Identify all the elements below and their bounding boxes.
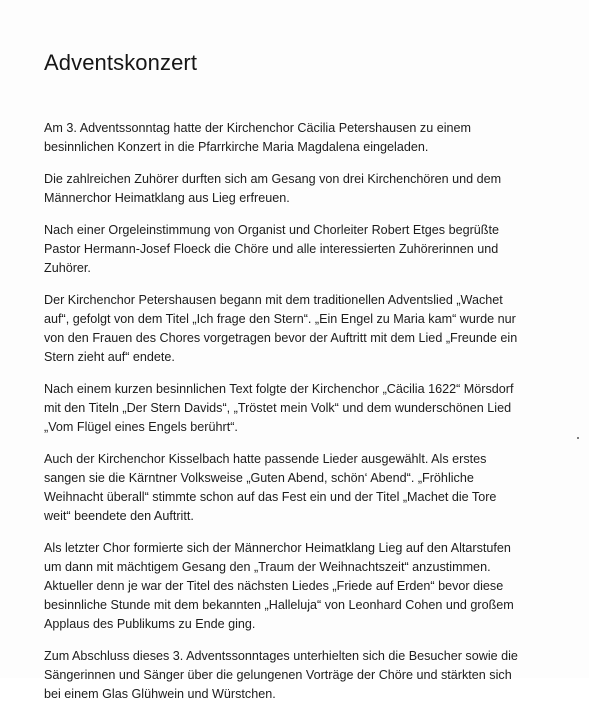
document-title: Adventskonzert [44,50,198,75]
scan-speck [577,437,579,439]
paragraph-8: Zum Abschluss dieses 3. Adventssonntages unterhielten sich die Besucher sowie die Sängerinnen und Sänger über die gelungenen Vorträge der Chöre und stärkten sich bei einem Glas Glühwein und Würstchen. [44,649,518,701]
paragraph-2: Die zahlreichen Zuhörer durften sich am Gesang von drei Kirchenchören und dem Männerchor Heimatklang aus Lieg erfreuen. [44,172,502,205]
paragraph-7: Als letzter Chor formierte sich der Männerchor Heimatklang Lieg auf den Altarstufen um dann mit mächtigem Gesang den „Traum der Weihnachtszeit“ anzustimmen. Aktueller denn je war der Titel des nächsten Liedes „Friede auf Erden“ bevor diese besinnliche Stunde mit dem bekannten „Halleluja“ von Leonhard Cohen und großem Applaus des Publikums zu Ende ging. [44,541,514,631]
paragraph-4: Der Kirchenchor Petershausen begann mit dem traditionellen Adventslied „Wachet auf“, gefolgt von dem Titel „Ich frage den Stern“. „Ein Engel zu Maria kam“ wurde nur von den Frauen des Chores vorgetragen bevor der Auftritt mit dem Lied „Freunde ein Stern zieht auf“ endete. [44,293,518,364]
paragraph-5: Nach einem kurzen besinnlichen Text folgte der Kirchenchor „Cäcilia 1622“ Mörsdorf mit den Titeln „Der Stern Davids“, „Tröstet mein Volk“ und dem wunderschönen Lied „Vom Flügel eines Engels berührt“. [44,382,514,434]
paragraph-6: Auch der Kirchenchor Kisselbach hatte passende Lieder ausgewählt. Als erstes sangen sie die Kärntner Volksweise „Guten Abend, schön‘ Abend“. „Fröhliche Weihnacht überall“ stimmte schon auf das Fest ein und der Titel „Machet die Tore weit“ beendete den Auftritt. [44,452,497,523]
paragraph-3: Nach einer Orgeleinstimmung von Organist und Chorleiter Robert Etges begrüßte Pastor Hermann-Josef Floeck die Chöre und alle interessierten Zuhörerinnen und Zuhörer. [44,223,499,275]
document-body [44,119,562,717]
paragraph-1: Am 3. Adventssonntag hatte der Kirchenchor Cäcilia Petershausen zu einem besinnlichen Konzert in die Pfarrkirche Maria Magdalena eingeladen. [44,121,472,154]
